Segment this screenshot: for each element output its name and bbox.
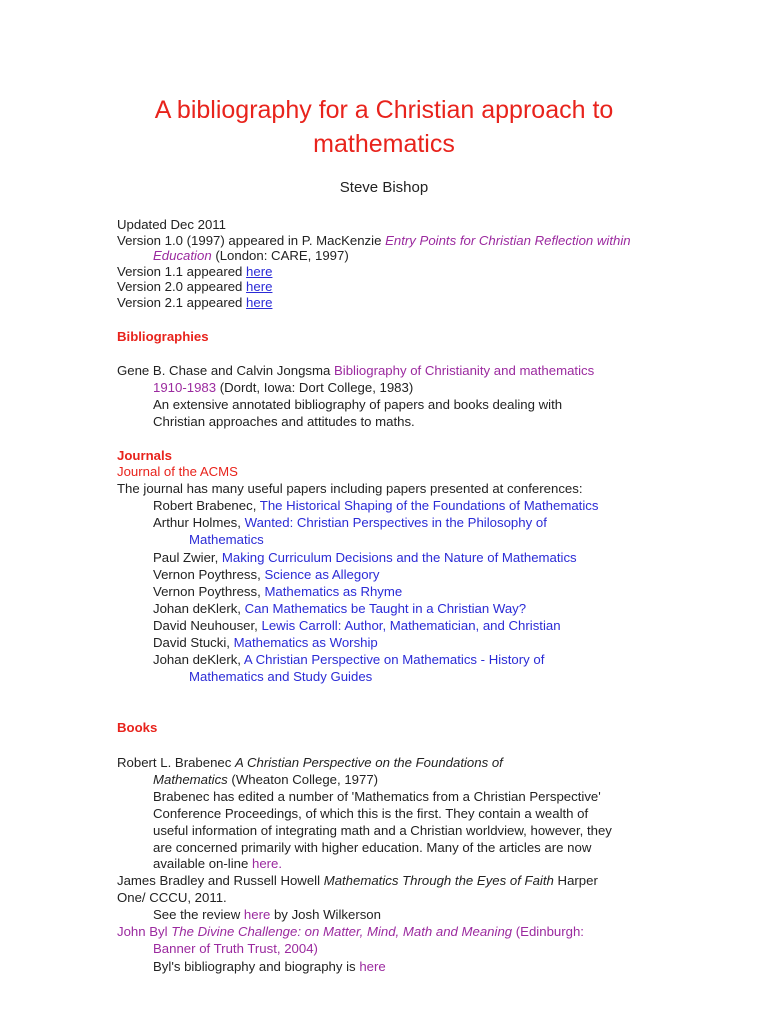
journal-paper-entry: Johan deKlerk, A Christian Perspective on Mathematics - History of: [153, 652, 545, 667]
brabenec-description-2: Conference Proceedings, of which this is the first. They contain a wealth of: [153, 806, 589, 821]
journal-paper-entry: Robert Brabenec, The Historical Shaping of the Foundations of Mathematics: [153, 498, 599, 513]
chase-bibliography-link[interactable]: Bibliography of Christianity and mathematics: [333, 363, 595, 378]
brabenec-description-3: useful information of integrating math and a Christian worldview, however, they: [153, 823, 612, 838]
title-line-2: mathematics: [313, 130, 455, 158]
author-name: Steve Bishop: [339, 179, 429, 196]
books-heading: Books: [117, 720, 158, 735]
byl-bio-here-link[interactable]: here: [359, 959, 386, 974]
version-1-0-line-cont: Education (London: CARE, 1997): [153, 248, 349, 263]
bradley-entry-cont: One/ CCCU, 2011.: [117, 890, 227, 905]
version-1-1-here-link[interactable]: here: [246, 264, 273, 279]
chase-description-2: Christian approaches and attitudes to maths.: [153, 414, 415, 429]
version-2-1-here-link[interactable]: here: [246, 295, 273, 310]
bradley-entry: James Bradley and Russell Howell Mathematics Through the Eyes of Faith Harper: [117, 873, 598, 888]
version-2-0-line: Version 2.0 appeared here: [117, 279, 273, 294]
journal-paper-entry: Vernon Poythress, Science as Allegory: [153, 567, 380, 582]
journal-paper-link[interactable]: Mathematics as Worship: [233, 635, 378, 650]
version-2-0-here-link[interactable]: here: [246, 279, 273, 294]
journal-paper-link[interactable]: Can Mathematics be Taught in a Christian Way?: [244, 601, 527, 616]
brabenec-entry: Robert L. Brabenec A Christian Perspective on the Foundations of: [117, 755, 503, 770]
brabenec-description-5: available on-line here.: [153, 856, 283, 871]
byl-entry[interactable]: John Byl The Divine Challenge: on Matter, Mind, Math and Meaning (Edinburgh:: [117, 924, 584, 939]
journal-paper-link[interactable]: Making Curriculum Decisions and the Nature of Mathematics: [221, 550, 577, 565]
chase-bibliography-link-cont[interactable]: 1910-1983: [153, 380, 217, 395]
version-1-0-line: Version 1.0 (1997) appeared in P. MacKenzie Entry Points for Christian Reflection within: [117, 233, 631, 248]
entry-points-link[interactable]: Entry Points for Christian Reflection within: [385, 233, 631, 248]
journal-paper-entry: Paul Zwier, Making Curriculum Decisions and the Nature of Mathematics: [153, 550, 577, 565]
journal-paper-link[interactable]: Science as Allegory: [264, 567, 380, 582]
title-line-1: A bibliography for a Christian approach to: [154, 96, 614, 124]
journal-paper-entry: David Stucki, Mathematics as Worship: [153, 635, 378, 650]
bradley-review-here-link[interactable]: here: [243, 907, 271, 922]
brabenec-here-link[interactable]: here.: [251, 856, 283, 871]
updated-date: Updated Dec 2011: [117, 217, 226, 232]
chase-entry-cont: 1910-1983 (Dordt, Iowa: Dort College, 1983): [153, 380, 414, 395]
journal-paper-link[interactable]: Lewis Carroll: Author, Mathematician, and Christian: [261, 618, 561, 633]
journal-paper-link-cont[interactable]: Mathematics: [189, 532, 264, 547]
brabenec-description-1: Brabenec has edited a number of 'Mathematics from a Christian Perspective': [153, 789, 601, 804]
acms-journal-link[interactable]: Journal of the ACMS: [117, 464, 238, 479]
journal-paper-link-cont[interactable]: Mathematics and Study Guides: [189, 669, 373, 684]
journal-paper-entry: Johan deKlerk, Can Mathematics be Taught in a Christian Way?: [153, 601, 527, 616]
journal-paper-link[interactable]: A Christian Perspective on Mathematics - History of: [243, 652, 545, 667]
document-title: [0, 93, 768, 161]
journal-paper-link[interactable]: Mathematics as Rhyme: [264, 584, 403, 599]
chase-entry: Gene B. Chase and Calvin Jongsma Bibliography of Christianity and mathematics: [117, 363, 595, 378]
brabenec-entry-cont: Mathematics (Wheaton College, 1977): [153, 772, 379, 787]
journal-paper-link[interactable]: The Historical Shaping of the Foundations of Mathematics: [259, 498, 599, 513]
bradley-review-line: See the review here by Josh Wilkerson: [153, 907, 381, 922]
version-2-1-line: Version 2.1 appeared here: [117, 295, 273, 310]
bibliographies-heading: Bibliographies: [117, 329, 209, 344]
journals-heading: Journals: [117, 448, 172, 463]
journal-intro: The journal has many useful papers including papers presented at conferences:: [117, 481, 583, 496]
byl-bio-line: Byl's bibliography and biography is here: [153, 959, 386, 974]
brabenec-description-4: are concerned primarily with higher education. Many of the articles are now: [153, 840, 592, 855]
journal-paper-entry: Vernon Poythress, Mathematics as Rhyme: [153, 584, 403, 599]
journal-paper-entry: Arthur Holmes, Wanted: Christian Perspectives in the Philosophy of: [153, 515, 547, 530]
entry-points-link-cont[interactable]: Education: [153, 248, 212, 263]
journal-paper-link[interactable]: Wanted: Christian Perspectives in the Philosophy of: [244, 515, 547, 530]
chase-description-1: An extensive annotated bibliography of papers and books dealing with: [153, 397, 563, 412]
version-1-1-line: Version 1.1 appeared here: [117, 264, 273, 279]
journal-paper-entry: David Neuhouser, Lewis Carroll: Author, Mathematician, and Christian: [153, 618, 561, 633]
byl-entry-cont[interactable]: Banner of Truth Trust, 2004): [153, 941, 318, 956]
